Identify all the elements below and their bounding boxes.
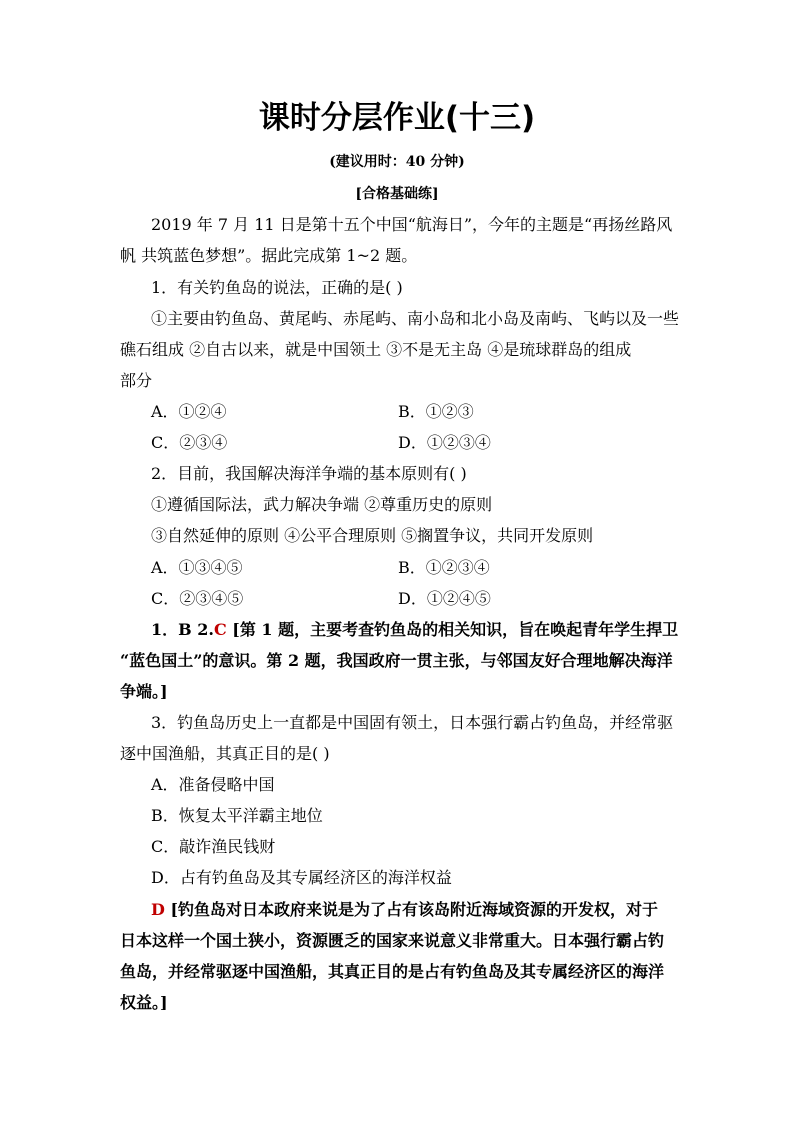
- q2-option-b: B．①②③④: [398, 558, 490, 577]
- answer-3-line-2: 日本这样一个国土狭小，资源匮乏的国家来说意义非常重大。日本强行霸占钓: [120, 931, 665, 950]
- answer-3-letter: D: [151, 900, 165, 919]
- q3-option-a: A．准备侵略中国: [151, 775, 275, 794]
- q1-items-line-3: 部分: [120, 371, 153, 390]
- page-title: 课时分层作业(十三): [258, 100, 536, 136]
- answer-1-2-line-3: 争端。]: [120, 682, 168, 701]
- answer-3-line-1: [151, 898, 658, 922]
- q1-items-line-1: ①主要由钓鱼岛、黄尾屿、赤尾屿、南小岛和北小岛及南屿、飞屿以及一些: [151, 309, 680, 328]
- q2-items-line-2: ③自然延伸的原则 ④公平合理原则 ⑤搁置争议，共同开发原则: [151, 526, 594, 545]
- answer-3-line-3: 鱼岛，并经常驱逐中国渔船，其真正目的是占有钓鱼岛及其专属经济区的海洋: [120, 962, 665, 981]
- intro-line-2: 帆 共筑蓝色梦想”。据此完成第 1~2 题。: [120, 246, 418, 265]
- q3-option-b: B．恢复太平洋霸主地位: [151, 806, 323, 825]
- q1-option-b: B．①②③: [398, 402, 474, 421]
- q2-option-c: C．②③④⑤: [151, 589, 244, 608]
- answer-3-explanation-start: [钓鱼岛对日本政府来说是为了占有该岛附近海域资源的开发权，对于: [164, 900, 659, 919]
- q1-option-d: D．①②③④: [398, 433, 491, 452]
- answer-3-line-4: 权益。]: [120, 993, 168, 1012]
- answer-1-2-explanation-start: [第 1 题，主要考查钓鱼岛的相关知识，旨在唤起青年学生捍卫: [226, 620, 679, 639]
- q3-option-d: D．占有钓鱼岛及其专属经济区的海洋权益: [151, 868, 452, 887]
- q1-items-line-2: 礁石组成 ②自古以来，就是中国领土 ③不是无主岛 ④是琉球群岛的组成: [120, 340, 632, 359]
- intro-line-1: 2019 年 7 月 11 日是第十五个中国“航海日”，今年的主题是“再扬丝路风: [151, 215, 673, 234]
- answer-1-2-line-2: “蓝色国土”的意识。第 2 题，我国政府一贯主张，与邻国友好合理地解决海洋: [120, 651, 673, 670]
- q2-option-a: A．①③④⑤: [151, 558, 243, 577]
- q2-option-d: D．①②④⑤: [398, 589, 491, 608]
- q2-items-line-1: ①遵循国际法，武力解决争端 ②尊重历史的原则: [151, 495, 493, 514]
- q3-option-c: C．敲诈渔民钱财: [151, 837, 276, 856]
- q3-stem-line-2: 逐中国渔船，其真正目的是( ): [120, 744, 330, 763]
- q2-stem: 2．目前，我国解决海洋争端的基本原则有( ): [151, 464, 467, 483]
- answer-2-letter: C: [213, 620, 227, 639]
- q1-option-a: A．①②④: [151, 402, 227, 421]
- section-heading: [合格基础练]: [355, 186, 439, 202]
- q1-option-c: C．②③④: [151, 433, 228, 452]
- q3-stem-line-1: 3．钓鱼岛历史上一直都是中国固有领土，日本强行霸占钓鱼岛，并经常驱: [151, 713, 674, 732]
- answer-1-2-prefix: 1．B 2.: [151, 620, 214, 639]
- suggested-time: (建议用时：40 分钟): [329, 154, 465, 170]
- q1-stem: 1．有关钓鱼岛的说法，正确的是( ): [151, 278, 403, 297]
- answer-1-2-line-1: [151, 618, 678, 642]
